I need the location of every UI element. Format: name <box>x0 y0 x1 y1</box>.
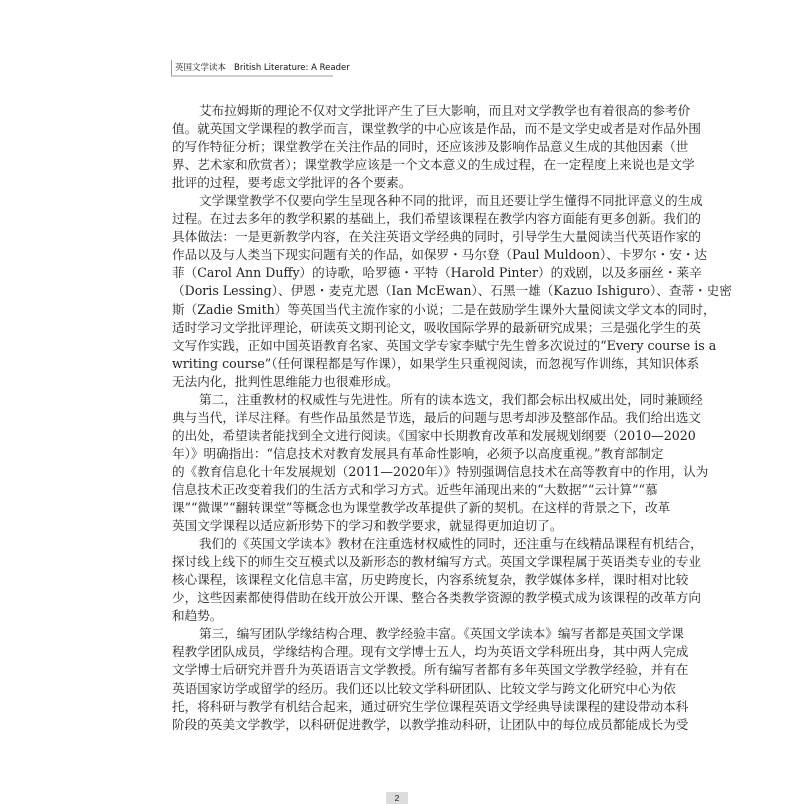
paragraph <box>172 192 732 391</box>
text-line: writing course”（任何课程都是写作课），如果学生只重视阅读，而忽视写作训练，其知识体系 <box>172 355 700 371</box>
text-line: 的写作特征分析；课堂教学在关注作品的同时，还应该涉及影响作品意义生成的其他因素（世 <box>172 139 689 155</box>
text-line: 我们的《英国文学读本》教材在注重选材权威性的同时，还注重与在线精品课程有机结合， <box>199 536 703 552</box>
text-line: 的出处，希望读者能找到全文进行阅读。《国家中长期教育改革和发展规划纲要（2010—2020 <box>172 427 696 443</box>
text-line: 信息技术正改变着我们的生活方式和学习方式。近些年涌现出来的“大数据”“云计算”“慕 <box>172 481 658 497</box>
text-line: 作品以及与人类当下现实问题有关的作品，如保罗・马尔登（Paul Muldoon）、卡罗尔・安・达 <box>172 247 708 263</box>
text-line: （Doris Lessing）、伊恩・麦克尤恩（Ian McEwan）、石黑一雄（Kazuo Ishiguro）、查蒂・史密 <box>172 283 732 299</box>
text-line: 程教学团队成员，学缘结构合理。现有文学博士五人，均为英语文学科班出身，其中两人完成 <box>172 644 689 660</box>
text-line: 值。就英国文学课程的教学而言，课堂教学的中心应该是作品，而不是文学史或者是对作品外围 <box>172 121 701 137</box>
text-line: 年）》明确指出：“信息技术对教育发展具有革命性影响，必须予以高度重视。”教育部制定 <box>172 445 664 461</box>
text-line: 的《教育信息化十年发展规划（2011—2020年）》特别强调信息技术在高等教育中的作用，认为 <box>172 463 709 479</box>
text-line: 少，这些因素都使得借助在线开放公开课、整合各类教学资源的教学模式成为该课程的改革方向 <box>172 590 701 606</box>
paragraph <box>172 625 689 733</box>
text-line: 探讨线上线下的师生交互模式以及新形态的教材编写方式。英国文学课程属于英语类专业的专业 <box>172 554 701 570</box>
text-line: 典与当代，详尽注释。有些作品虽然是节选，最后的问题与思考却涉及整部作品。我们给出选文 <box>172 409 701 425</box>
paragraph <box>172 391 709 535</box>
text-line: 课”“微课”“翻转课堂”等概念也为课堂教学改革提供了新的契机。在这样的背景之下，改革 <box>172 500 671 516</box>
header-title-zh: 英国文学读本 <box>175 63 227 73</box>
text-line: 批评的过程，要考虑文学批评的各个要素。 <box>172 175 412 191</box>
text-line: 过程。在过去多年的教学积累的基础上，我们希望该课程在教学内容方面能有更多创新。我们的 <box>172 211 701 227</box>
paragraph <box>172 535 703 625</box>
body-text <box>172 102 732 734</box>
text-line: 斯（Zadie Smith）等英国当代主流作家的小说；二是在鼓励学生课外大量阅读文学文本的同时， <box>172 301 716 317</box>
text-line: 文写作实践，正如中国英语教育名家、英国文学专家李赋宁先生曾多次说过的“Every course is a <box>172 337 717 353</box>
text-line: 文学课堂教学不仅要向学生呈现各种不同的批评，而且还要让学生懂得不同批评意义的生成 <box>199 193 703 209</box>
text-line: 英语国家访学或留学的经历。我们还以比较文学科研团队、比较文学与跨文化研究中心为依 <box>172 680 676 696</box>
text-line: 托，将科研与教学有机结合起来，通过研究生学位课程英语文学经典导读课程的建设带动本科 <box>172 698 689 714</box>
text-line: 英国文学课程以适应新形势下的学习和教学要求，就显得更加迫切了。 <box>172 518 563 534</box>
header-title-en: British Literature: A Reader <box>234 63 350 73</box>
text-line: 第二，注重教材的权威性与先进性。所有的读本选文，我们都会标出权威出处，同时兼顾经 <box>199 391 703 407</box>
text-line: 文学博士后研究并晋升为英语语言文学教授。所有编写者都有多年英国文学教学经验，并有在 <box>172 662 689 678</box>
text-line: 适时学习文学批评理论，研读英文期刊论文，吸收国际学界的最新研究成果；三是强化学生的英 <box>172 319 701 335</box>
running-header <box>171 60 350 77</box>
text-line: 第三，编写团队学缘结构合理、教学经验丰富。《英国文学读本》编写者都是英国文学课 <box>199 626 684 642</box>
text-line: 和趋势。 <box>172 608 223 624</box>
text-line: 无法内化，批判性思维能力也很难形成。 <box>172 373 399 389</box>
text-line: 具体做法：一是更新教学内容，在关注英语文学经典的同时，引导学生大量阅读当代英语作家的 <box>172 229 701 245</box>
text-line: 菲（Carol Ann Duffy）的诗歌，哈罗德・平特（Harold Pinter）的戏剧，以及多丽丝・莱辛 <box>172 265 702 281</box>
text-line: 核心课程，该课程文化信息丰富，历史跨度长，内容系统复杂，教学媒体多样，课时相对比较 <box>172 572 689 588</box>
paragraph <box>172 102 701 192</box>
text-line: 界、艺术家和欣赏者）；课堂教学应该是一个文本意义的生成过程，在一定程度上来说也是文学 <box>172 157 695 173</box>
text-line: 艾布拉姆斯的理论不仅对文学批评产生了巨大影响，而且对文学教学也有着很高的参考价 <box>199 103 691 118</box>
text-line: 阶段的英美文学教学，以科研促进教学，以教学推动科研，让团队中的每位成员都能成长为受 <box>172 716 689 732</box>
page-number: 2 <box>386 792 408 804</box>
